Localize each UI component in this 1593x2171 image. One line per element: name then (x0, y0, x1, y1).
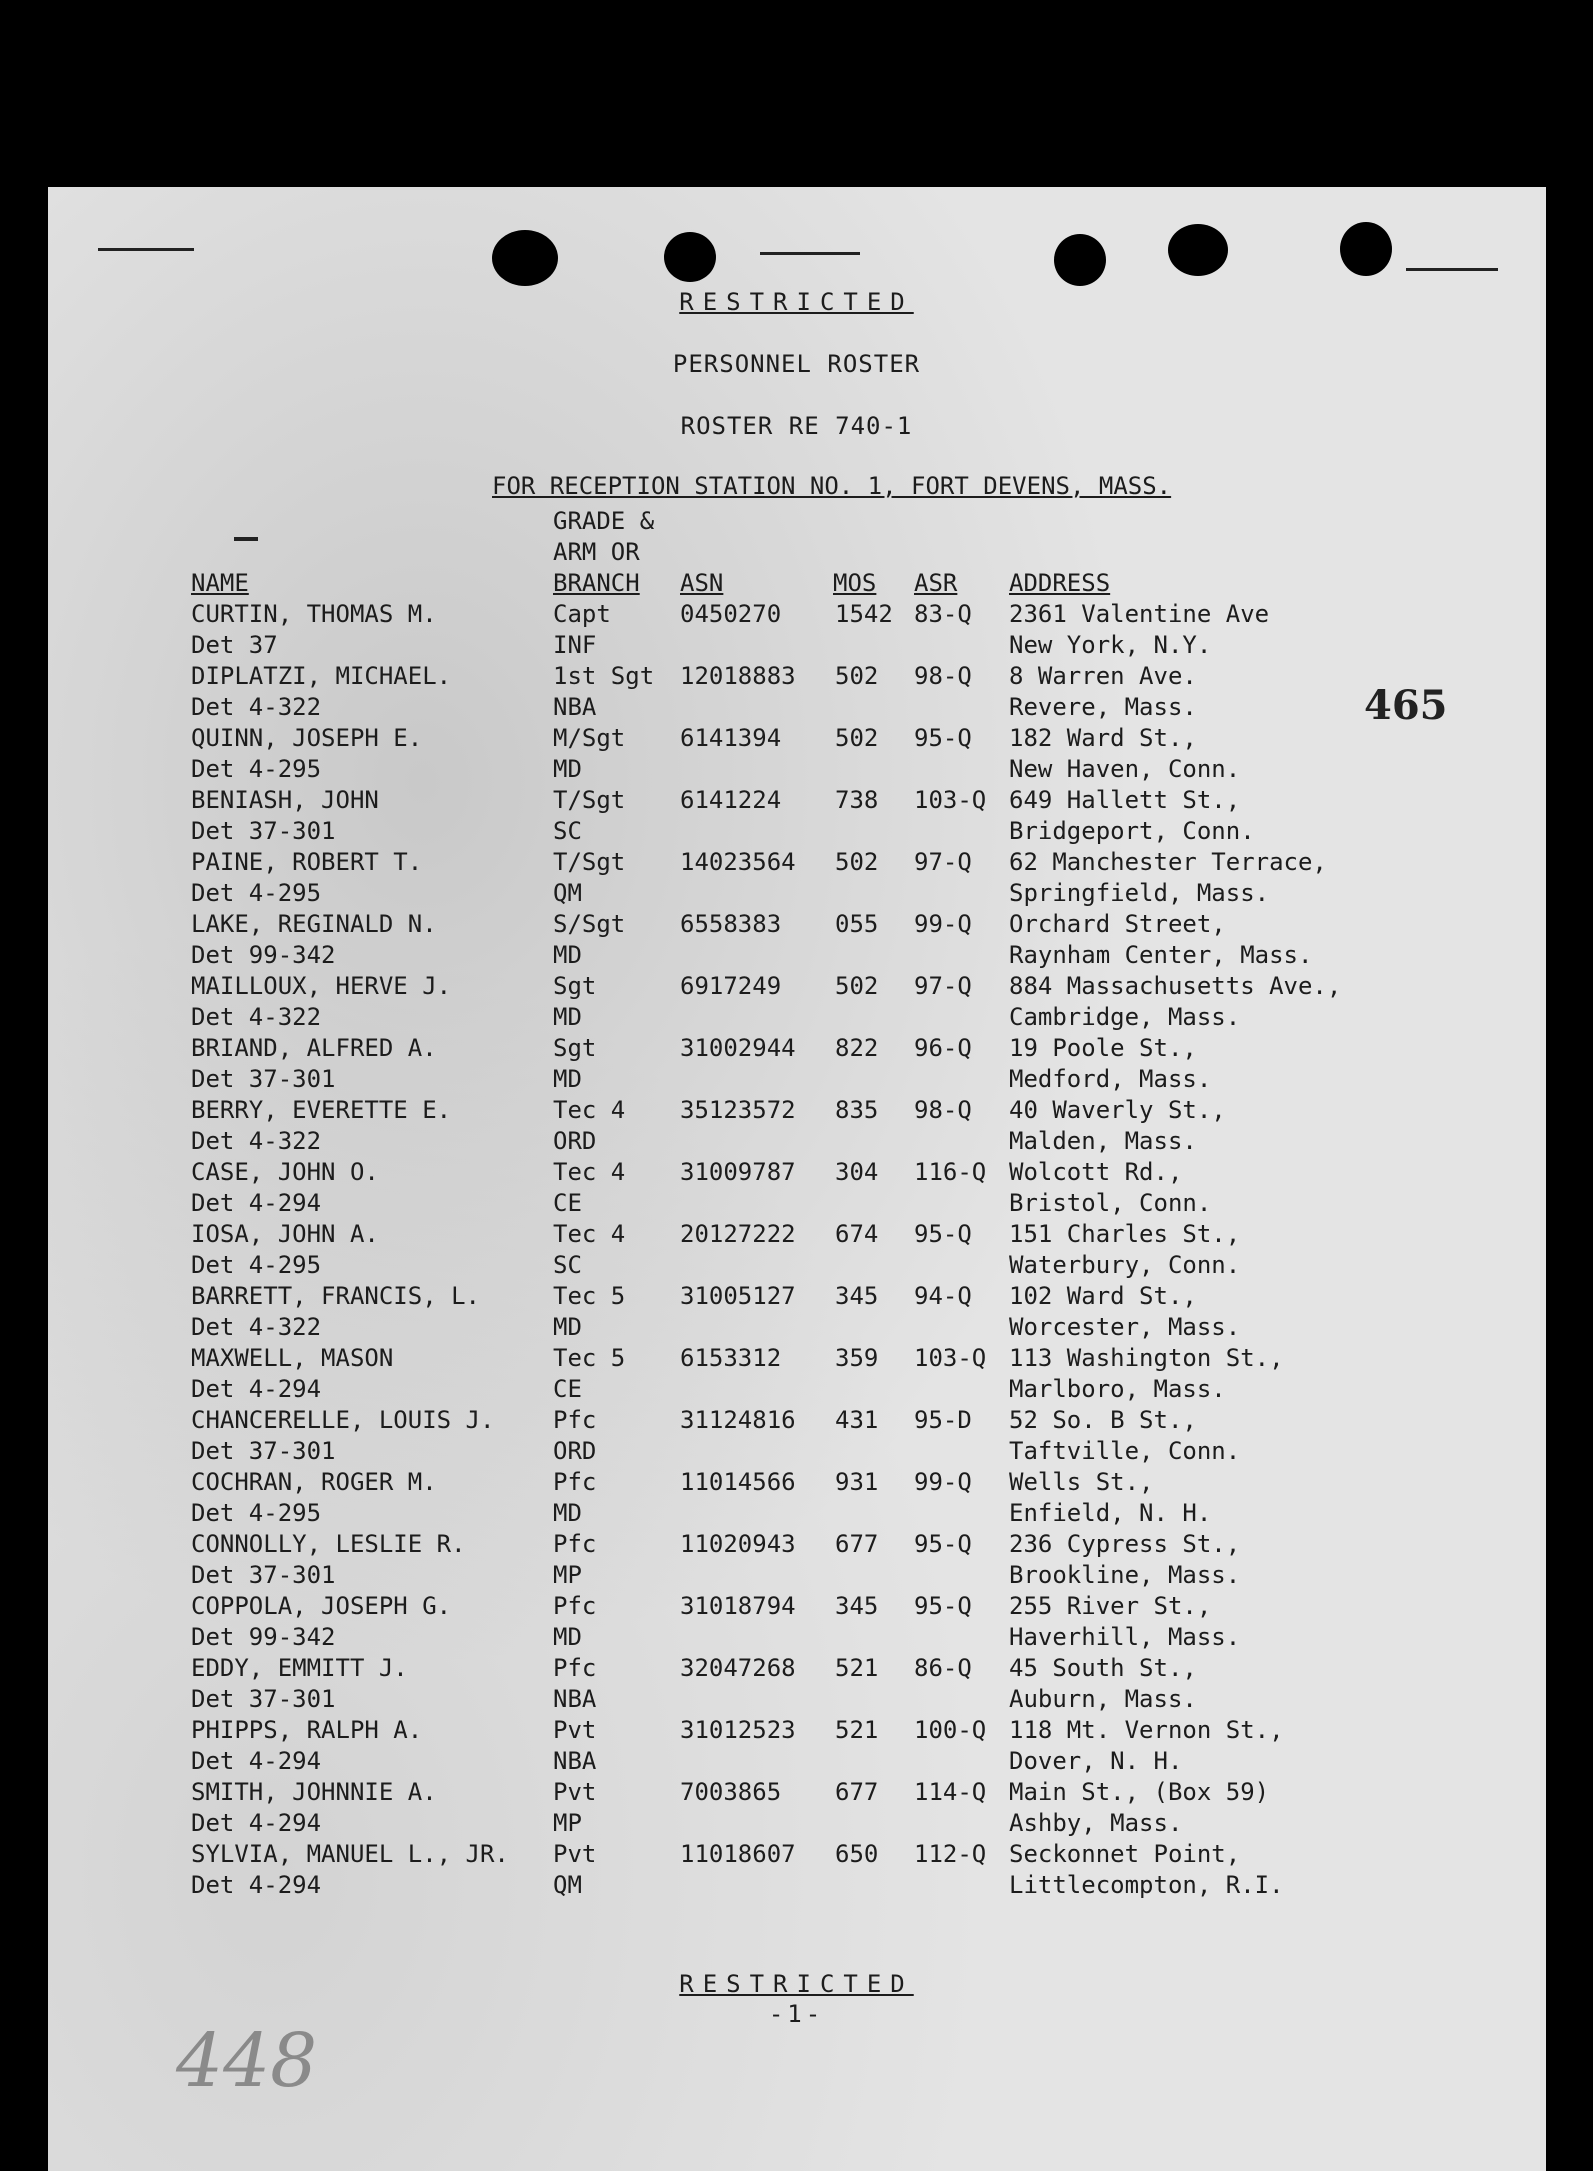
entry-branch: NBA (553, 1685, 597, 1713)
entry-grade: Tec 4 (553, 1158, 626, 1186)
entry-address-line2: Enfield, N. H. (1009, 1499, 1212, 1527)
entry-detachment: Det 4-294 (191, 1189, 322, 1217)
entry-branch: ORD (553, 1437, 597, 1465)
entry-name: CONNOLLY, LESLIE R. (191, 1530, 466, 1558)
entry-detachment: Det 4-295 (191, 879, 322, 907)
entry-name: IOSA, JOHN A. (191, 1220, 379, 1248)
entry-branch: MD (553, 1003, 582, 1031)
entry-grade: Pfc (553, 1468, 597, 1496)
entry-name: PHIPPS, RALPH A. (191, 1716, 423, 1744)
entry-mos: 431 (835, 1406, 879, 1434)
entry-address-line1: 102 Ward St., (1009, 1282, 1197, 1310)
entry-detachment: Det 4-294 (191, 1747, 322, 1775)
col-asn: ASN (680, 569, 724, 597)
entry-address-line2: Brookline, Mass. (1009, 1561, 1241, 1589)
roster-number: ROSTER RE 740-1 (680, 412, 913, 440)
entry-grade: Pvt (553, 1840, 597, 1868)
entry-branch: SC (553, 1251, 582, 1279)
entry-asr: 95-Q (914, 1530, 972, 1558)
entry-asr: 99-Q (914, 1468, 972, 1496)
entry-asn: 14023564 (680, 848, 796, 876)
entry-detachment: Det 37 (191, 631, 278, 659)
entry-branch: MP (553, 1561, 582, 1589)
entry-address-line2: New Haven, Conn. (1009, 755, 1241, 783)
entry-address-line2: Marlboro, Mass. (1009, 1375, 1226, 1403)
entry-address-line2: Auburn, Mass. (1009, 1685, 1197, 1713)
entry-mos: 822 (835, 1034, 879, 1062)
entry-grade: M/Sgt (553, 724, 626, 752)
entry-mos: 931 (835, 1468, 879, 1496)
entry-address-line2: Ashby, Mass. (1009, 1809, 1183, 1837)
entry-address-line1: 255 River St., (1009, 1592, 1212, 1620)
entry-asr: 83-Q (914, 600, 972, 628)
entry-asr: 100-Q (914, 1716, 987, 1744)
entry-address-line1: Wells St., (1009, 1468, 1154, 1496)
entry-mos: 674 (835, 1220, 879, 1248)
entry-branch: MD (553, 755, 582, 783)
entry-asr: 95-Q (914, 724, 972, 752)
entry-detachment: Det 4-295 (191, 1251, 322, 1279)
entry-grade: Tec 4 (553, 1096, 626, 1124)
entry-mos: 502 (835, 724, 879, 752)
entry-asn: 31009787 (680, 1158, 796, 1186)
entry-name: DIPLATZI, MICHAEL. (191, 662, 452, 690)
entry-asr: 94-Q (914, 1282, 972, 1310)
entry-address-line1: 151 Charles St., (1009, 1220, 1241, 1248)
entry-asn: 11014566 (680, 1468, 796, 1496)
entry-name: MAILLOUX, HERVE J. (191, 972, 452, 1000)
entry-asr: 112-Q (914, 1840, 987, 1868)
entry-detachment: Det 37-301 (191, 1065, 336, 1093)
entry-asn: 31002944 (680, 1034, 796, 1062)
entry-asr: 95-Q (914, 1220, 972, 1248)
entry-branch: MD (553, 1499, 582, 1527)
entry-detachment: Det 4-295 (191, 1499, 322, 1527)
entry-grade: Tec 5 (553, 1344, 626, 1372)
entry-name: COCHRAN, ROGER M. (191, 1468, 437, 1496)
col-mos: MOS (833, 569, 877, 597)
entry-asr: 116-Q (914, 1158, 987, 1186)
entry-name: CASE, JOHN O. (191, 1158, 379, 1186)
entry-grade: Pvt (553, 1716, 597, 1744)
entry-detachment: Det 99-342 (191, 1623, 336, 1651)
entry-mos: 502 (835, 848, 879, 876)
entry-grade: T/Sgt (553, 786, 626, 814)
entry-address-line2: Worcester, Mass. (1009, 1313, 1241, 1341)
entry-name: COPPOLA, JOSEPH G. (191, 1592, 452, 1620)
entry-mos: 345 (835, 1592, 879, 1620)
entry-mos: 677 (835, 1530, 879, 1558)
entry-address-line1: Main St., (Box 59) (1009, 1778, 1270, 1806)
entry-address-line1: Seckonnet Point, (1009, 1840, 1241, 1868)
entry-address-line2: Bridgeport, Conn. (1009, 817, 1255, 845)
entry-grade: Tec 4 (553, 1220, 626, 1248)
scratch-mark (234, 537, 258, 541)
handwritten-note: 448 (176, 2018, 318, 2104)
entry-asn: 31124816 (680, 1406, 796, 1434)
entry-branch: QM (553, 879, 582, 907)
entry-address-line2: Bristol, Conn. (1009, 1189, 1212, 1217)
entry-name: QUINN, JOSEPH E. (191, 724, 423, 752)
entry-address-line1: 118 Mt. Vernon St., (1009, 1716, 1284, 1744)
entry-grade: Pfc (553, 1530, 597, 1558)
entry-detachment: Det 37-301 (191, 1437, 336, 1465)
entry-grade: Capt (553, 600, 611, 628)
entry-address-line1: 2361 Valentine Ave (1009, 600, 1270, 628)
entry-asr: 98-Q (914, 1096, 972, 1124)
entry-branch: MD (553, 1065, 582, 1093)
entry-asr: 86-Q (914, 1654, 972, 1682)
entry-address-line2: Springfield, Mass. (1009, 879, 1270, 907)
entry-grade: T/Sgt (553, 848, 626, 876)
entry-grade: Pfc (553, 1592, 597, 1620)
entry-branch: MD (553, 941, 582, 969)
entry-detachment: Det 4-322 (191, 1313, 322, 1341)
entry-asr: 114-Q (914, 1778, 987, 1806)
entry-detachment: Det 4-295 (191, 755, 322, 783)
document-title: PERSONNEL ROSTER (672, 350, 921, 378)
entry-grade: Tec 5 (553, 1282, 626, 1310)
entry-address-line1: 45 South St., (1009, 1654, 1197, 1682)
entry-name: EDDY, EMMITT J. (191, 1654, 408, 1682)
entry-address-line2: Raynham Center, Mass. (1009, 941, 1313, 969)
entry-asr: 99-Q (914, 910, 972, 938)
entry-address-line2: Cambridge, Mass. (1009, 1003, 1241, 1031)
punch-hole (1168, 224, 1228, 276)
entry-asn: 6558383 (680, 910, 782, 938)
entry-grade: S/Sgt (553, 910, 626, 938)
entry-address-line1: 52 So. B St., (1009, 1406, 1197, 1434)
entry-asr: 97-Q (914, 972, 972, 1000)
entry-mos: 055 (835, 910, 879, 938)
entry-asn: 7003865 (680, 1778, 782, 1806)
entry-detachment: Det 4-322 (191, 1003, 322, 1031)
col-asr: ASR (914, 569, 958, 597)
entry-branch: CE (553, 1189, 582, 1217)
entry-branch: NBA (553, 1747, 597, 1775)
col-name: NAME (191, 569, 249, 597)
entry-name: CHANCERELLE, LOUIS J. (191, 1406, 495, 1434)
entry-address-line2: Littlecompton, R.I. (1009, 1871, 1284, 1899)
station-heading: FOR RECEPTION STATION NO. 1, FORT DEVENS, MASS. (492, 472, 1172, 500)
entry-asn: 31012523 (680, 1716, 796, 1744)
entry-address-line2: Taftville, Conn. (1009, 1437, 1241, 1465)
entry-name: PAINE, ROBERT T. (191, 848, 423, 876)
entry-asn: 20127222 (680, 1220, 796, 1248)
entry-asn: 6141224 (680, 786, 782, 814)
entry-asn: 6153312 (680, 1344, 782, 1372)
punch-hole (1054, 234, 1106, 286)
entry-address-line2: Dover, N. H. (1009, 1747, 1183, 1775)
entry-mos: 502 (835, 972, 879, 1000)
entry-detachment: Det 37-301 (191, 817, 336, 845)
entry-address-line2: Waterbury, Conn. (1009, 1251, 1241, 1279)
entry-address-line1: 649 Hallett St., (1009, 786, 1241, 814)
entry-branch: MP (553, 1809, 582, 1837)
entry-detachment: Det 99-342 (191, 941, 336, 969)
entry-branch: QM (553, 1871, 582, 1899)
entry-mos: 521 (835, 1654, 879, 1682)
entry-detachment: Det 4-322 (191, 693, 322, 721)
entry-asr: 97-Q (914, 848, 972, 876)
entry-asr: 95-D (914, 1406, 972, 1434)
entry-name: MAXWELL, MASON (191, 1344, 394, 1372)
entry-mos: 835 (835, 1096, 879, 1124)
classification-header: RESTRICTED (679, 288, 914, 316)
entry-branch: MD (553, 1313, 582, 1341)
entry-address-line1: 62 Manchester Terrace, (1009, 848, 1327, 876)
entry-asn: 11020943 (680, 1530, 796, 1558)
entry-branch: ORD (553, 1127, 597, 1155)
entry-name: BARRETT, FRANCIS, L. (191, 1282, 480, 1310)
entry-address-line1: 236 Cypress St., (1009, 1530, 1241, 1558)
entry-asn: 6141394 (680, 724, 782, 752)
entry-address-line1: 40 Waverly St., (1009, 1096, 1226, 1124)
entry-detachment: Det 37-301 (191, 1561, 336, 1589)
entry-asn: 35123572 (680, 1096, 796, 1124)
entry-address-line2: Malden, Mass. (1009, 1127, 1197, 1155)
entry-asr: 98-Q (914, 662, 972, 690)
entry-address-line1: Wolcott Rd., (1009, 1158, 1183, 1186)
entry-asr: 95-Q (914, 1592, 972, 1620)
col-address: ADDRESS (1009, 569, 1111, 597)
entry-address-line1: 113 Washington St., (1009, 1344, 1284, 1372)
entry-branch: CE (553, 1375, 582, 1403)
entry-branch: INF (553, 631, 597, 659)
entry-name: SYLVIA, MANUEL L., JR. (191, 1840, 509, 1868)
punch-hole (492, 230, 558, 286)
entry-name: LAKE, REGINALD N. (191, 910, 437, 938)
classification-footer: RESTRICTED (679, 1970, 914, 1998)
entry-name: SMITH, JOHNNIE A. (191, 1778, 437, 1806)
entry-address-line1: 19 Poole St., (1009, 1034, 1197, 1062)
entry-mos: 359 (835, 1344, 879, 1372)
stamp-number: 465 (1364, 682, 1448, 729)
entry-mos: 677 (835, 1778, 879, 1806)
entry-grade: Pvt (553, 1778, 597, 1806)
entry-address-line2: New York, N.Y. (1009, 631, 1212, 659)
entry-detachment: Det 37-301 (191, 1685, 336, 1713)
page-number: -1- (768, 2000, 825, 2028)
entry-mos: 345 (835, 1282, 879, 1310)
entry-mos: 521 (835, 1716, 879, 1744)
entry-address-line1: Orchard Street, (1009, 910, 1226, 938)
entry-mos: 1542 (835, 600, 893, 628)
entry-mos: 304 (835, 1158, 879, 1186)
entry-address-line2: Haverhill, Mass. (1009, 1623, 1241, 1651)
entry-asn: 6917249 (680, 972, 782, 1000)
entry-asn: 11018607 (680, 1840, 796, 1868)
entry-detachment: Det 4-294 (191, 1871, 322, 1899)
entry-asn: 31018794 (680, 1592, 796, 1620)
entry-name: BENIASH, JOHN (191, 786, 379, 814)
entry-name: CURTIN, THOMAS M. (191, 600, 437, 628)
entry-detachment: Det 4-294 (191, 1809, 322, 1837)
entry-asn: 12018883 (680, 662, 796, 690)
punch-hole (1340, 222, 1392, 276)
entry-mos: 650 (835, 1840, 879, 1868)
entry-branch: MD (553, 1623, 582, 1651)
punch-hole (664, 232, 716, 282)
entry-mos: 738 (835, 786, 879, 814)
entry-grade: Sgt (553, 1034, 597, 1062)
entry-mos: 502 (835, 662, 879, 690)
scratch-mark (1406, 268, 1498, 271)
entry-address-line2: Medford, Mass. (1009, 1065, 1212, 1093)
scratch-mark (760, 252, 860, 255)
entry-grade: Pfc (553, 1654, 597, 1682)
entry-address-line1: 884 Massachusetts Ave., (1009, 972, 1342, 1000)
entry-asr: 103-Q (914, 786, 987, 814)
entry-detachment: Det 4-294 (191, 1375, 322, 1403)
entry-asn: 31005127 (680, 1282, 796, 1310)
entry-asn: 32047268 (680, 1654, 796, 1682)
col-grade: GRADE & ARM OR BRANCH (553, 507, 655, 597)
entry-grade: Pfc (553, 1406, 597, 1434)
entry-address-line2: Revere, Mass. (1009, 693, 1197, 721)
entry-name: BERRY, EVERETTE E. (191, 1096, 452, 1124)
entry-branch: NBA (553, 693, 597, 721)
entry-grade: Sgt (553, 972, 597, 1000)
entry-address-line1: 182 Ward St., (1009, 724, 1197, 752)
entry-asr: 103-Q (914, 1344, 987, 1372)
entry-address-line1: 8 Warren Ave. (1009, 662, 1197, 690)
entry-name: BRIAND, ALFRED A. (191, 1034, 437, 1062)
entry-asr: 96-Q (914, 1034, 972, 1062)
scratch-mark (98, 248, 194, 251)
entry-branch: SC (553, 817, 582, 845)
entry-asn: 0450270 (680, 600, 782, 628)
entry-detachment: Det 4-322 (191, 1127, 322, 1155)
entry-grade: 1st Sgt (553, 662, 655, 690)
